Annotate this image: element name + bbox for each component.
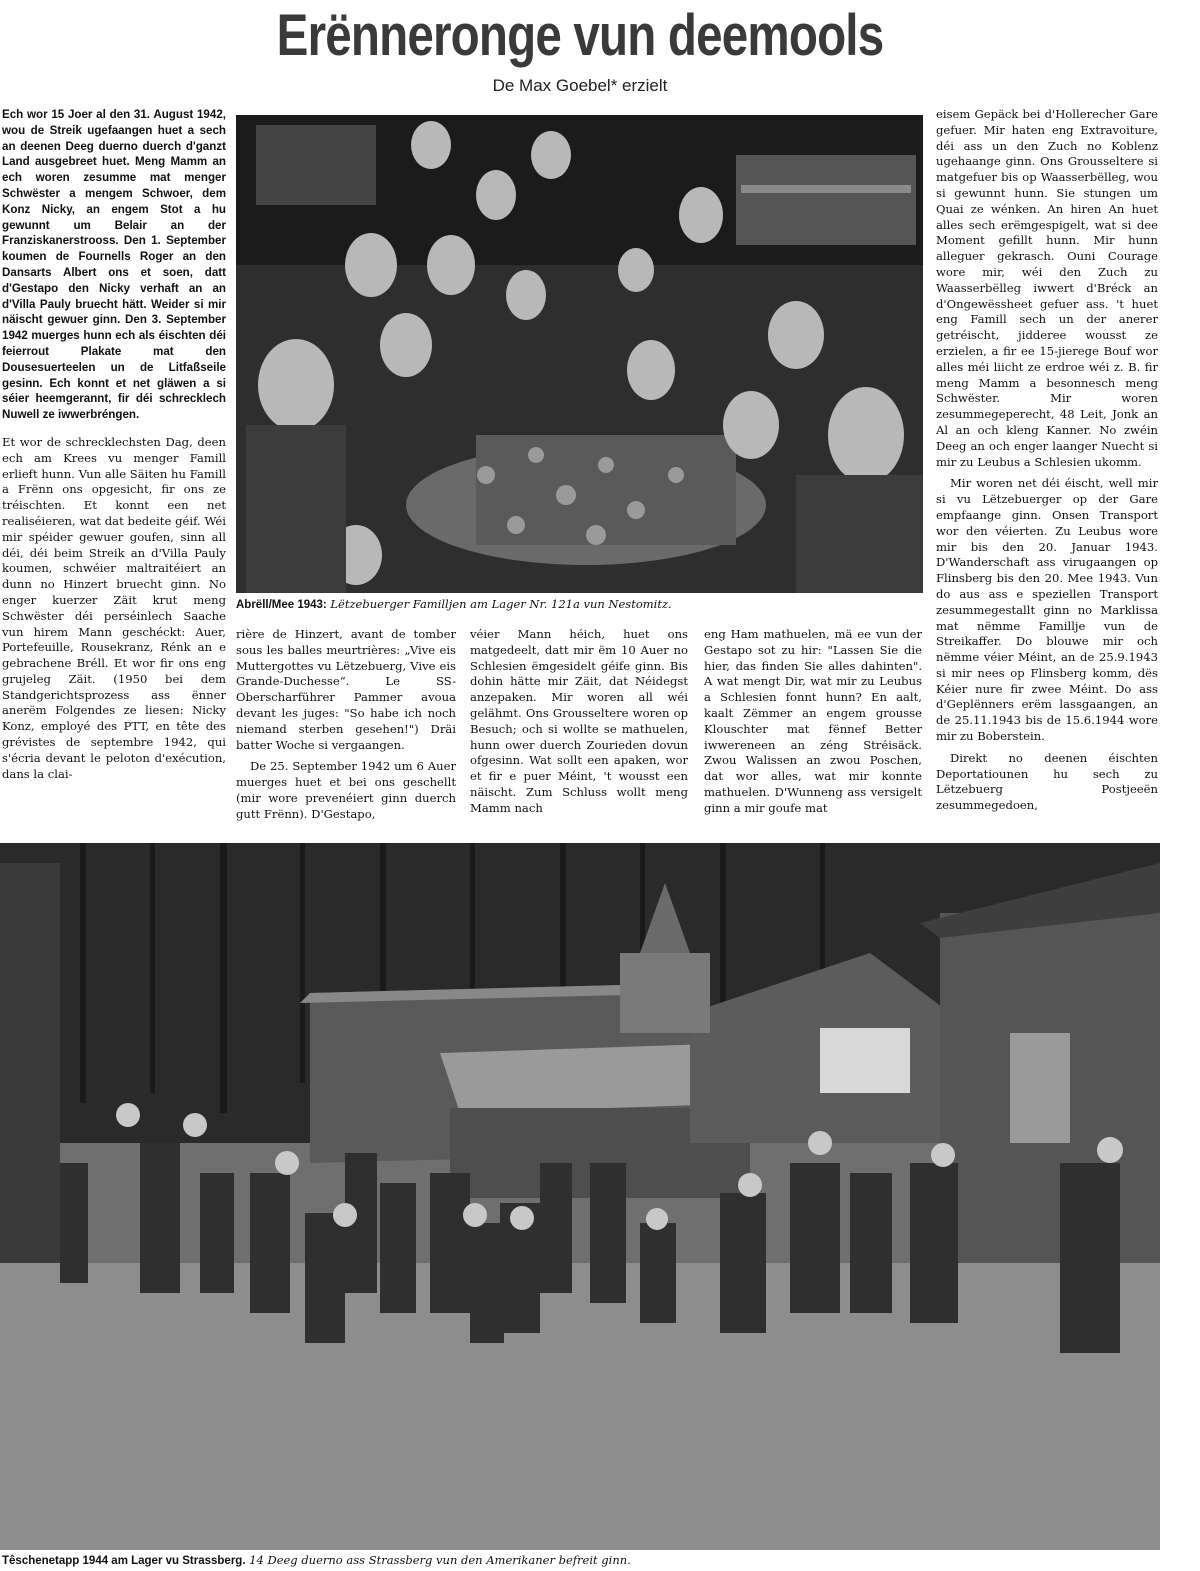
photo-top-caption-credit: Abrëll/Mee 1943:	[236, 599, 327, 611]
column-3	[470, 627, 688, 823]
col2-paragraph: rière de Hinzert, avant de tomber sous les balles meurtrières: „Vive eis Muttergottes vu Lëtzebuerg, Vive eis Grande-Duchesse“. Le SS-Oberscharführer Pammer avoua devant les juges: "So habe ich noch niemand sterben gesehen!") Dräi batter Woche si vergaangen.	[236, 627, 456, 752]
byline: De Max Goebel* erzielt	[492, 76, 668, 95]
photo-families-nestomitz	[236, 115, 923, 593]
column-1	[2, 107, 226, 788]
photo-top-caption-text: Lëtzebuerger Familljen am Lager Nr. 121a vun Nestomitz.	[330, 597, 672, 611]
camp-photo-illustration	[0, 843, 1160, 1550]
photo-top-caption	[236, 597, 923, 613]
lead-paragraph: Ech wor 15 Joer al den 31. August 1942, wou de Streik ugefaangen huet a sech an deenen Deeg duerno duerch d'ganzt Land ausgebreet huet. Meng Mamm an ech woren zesumme mat menger Schwëster a mengem Schwoer, dem Konz Nicky, an engem Stot a hu gewunnt um Belair an der Franziskanerstrooss. Den 1. September koumen de Fournells Roger an den Dansarts Albert ons et soen, datt d'Gestapo den Nicky verhaft an an d'Villa Pauly bruecht hätt. Weider si mir näischt gewuer ginn. Den 3. September 1942 muerges hunn ech als éischten déi feierrout Plakate mat den Dousesuerteelen un de Litfaßseile gesinn. Ech konnt et net gläwen a si séier heemgerannt, fir déi schrecklech Nuwell ze iwwerbréngen.	[2, 108, 226, 422]
col5-paragraph-c: Direkt no deenen éischten Deportatiounen hu sech zu Lëtzebuerg Postjeeën zesummegedoen,	[936, 750, 1158, 813]
col3-paragraph: véier Mann héich, huet ons matgedeelt, datt mir ëm 10 Auer no Schlesien ëmgesidelt géife ginn. Bis dohin hätte mir Zäit, dat Néidegst anzepaken. Mir woren all wéi gelähmt. Ons Grousseltere woren op Besuch; och si wollte se mathuelen, hunn ower duerch Zourieden dovun ofgesinn. Wat sollt een apaken, wor et fir e puer Méint, 't wousst een näischt. Zum Schluss wollt meng Mamm nach	[470, 627, 688, 815]
group-photo-illustration	[236, 115, 923, 593]
column-2	[236, 627, 456, 829]
col5-paragraph-b: Mir woren net déi éischt, well mir si vu Lëtzebuerger op der Gare empfaange ginn. Onsen Transport wor den véierten. Zu Leubus wore mir bis den 20. Januar 1943. D'Wanderschaft ass virugaangen op Flinsberg bis den 20. Mee 1943. Vun do aus ass e speziellen Transport zesummegestallt ginn no Marklissa mat nëmme Famillje vun de Streikaffer. Do blouwe mir och nëmme véier Méint, an de 25.9.1943 si mir nees op Flinsberg komm, dës Kéier nure fir zwee Méint. Do ass d'Geplënners erëm lassgaangen, an de 25.11.1943 bis de 15.6.1944 wore mir zu Boberstein.	[936, 476, 1158, 744]
photo-bottom-caption-credit: Têschenetapp 1944 am Lager vu Strassberg.	[2, 1555, 246, 1567]
body-paragraph: Et wor de schrecklechsten Dag, deen ech am Krees vu menger Famill erlieft hunn. Vun alle Säiten hu Famill a Frënn ons opgesicht, fir ons ze tréischten. Et konnt een net realiséieren, wat dat bedeite géif. Wéi mir spéider gewuer goufen, sinn all déi, déi beim Streik an d'Villa Pauly koumen, schwéier maltraitéiert an dunn no Hinzert bruecht ginn. No enger kuerzer Zäit krut meng Schwëster déi perséinlech Saache vun hirem Mann geschéckt: Auer, Portefeuille, Rousekranz, Rénk an e gebrachene Bréll. Et wor fir ons eng grujeleg Zäit. (1950 bei dem Standgerichtsprozess ass ënner anerëm Folgendes ze liesen: Nicky Konz, employé des PTT, en tête des grévistes de septembre 1942, qui s'écria devant le peloton d'exécution, dans la clai-	[2, 434, 226, 781]
photo-camp-strassberg	[0, 843, 1160, 1550]
column-5	[936, 107, 1158, 820]
col2-paragraph-b: De 25. September 1942 um 6 Auer muerges huet et bei ons geschellt (mir wore prevenéiert ginn duerch gutt Frënn). D'Gestapo,	[236, 759, 456, 821]
photo-bottom-caption	[2, 1553, 1160, 1569]
headline: Erënneronge vun deemools	[276, 3, 884, 68]
col4-paragraph: eng Ham mathuelen, mä ee vun der Gestapo sot zu hir: "Lassen Sie die hier, das finden Sie alles dahinten". A wat mengt Dir, wat mir zu Leubus a Schlesien fonnt hunn? En aalt, kaalt Zëmmer an engem grousse Klouschter mat fënnef Better iwwereneen an zéng Stréisäck. Zwou Walissen an zwou Poschen, dat wor alles, wat mir konnte mathuelen. D'Wunneng ass versigelt ginn a mir goufe mat	[704, 627, 922, 815]
photo-bottom-caption-text: 14 Deeg duerno ass Strassberg vun den Amerikaner befreit ginn.	[249, 1553, 631, 1567]
column-4	[704, 627, 922, 823]
col5-paragraph-a: eisem Gepäck bei d'Hollerecher Gare gefuer. Mir haten eng Extravoiture, déi ass un den Zuch no Koblenz ugehaange ginn. Ons Grousseltere si matgefuer bis op Waasserbëlleg, wou si gewunnt hunn. Sie stungen um Quai ze wénken. An hiren An huet alles sech erëmgespigelt, wat si dee Moment gefillt hunn. Mir hunn alleguer gekrasch. Ouni Courage wore mir, wéi den Zuch zu Waasserbëlleg iwwert d'Bréck an d'Ongewëssheet gefuer ass. 't huet eng Famill sech un der anerer getréischt, jidderee wousst ze erzielen, a fir ee 15-jierege Bouf wor alles méi liicht ze erdroe wéi z. B. fir meng Mamm a besonnesch meng Schwëster. Mir woren zesummegeperecht, 48 Leit, Jonk an Al an och kleng Kanner. No zwéin Deeg an och enger laanger Nuecht si mir zu Leubus a Schlesien ukomm.	[936, 107, 1158, 469]
